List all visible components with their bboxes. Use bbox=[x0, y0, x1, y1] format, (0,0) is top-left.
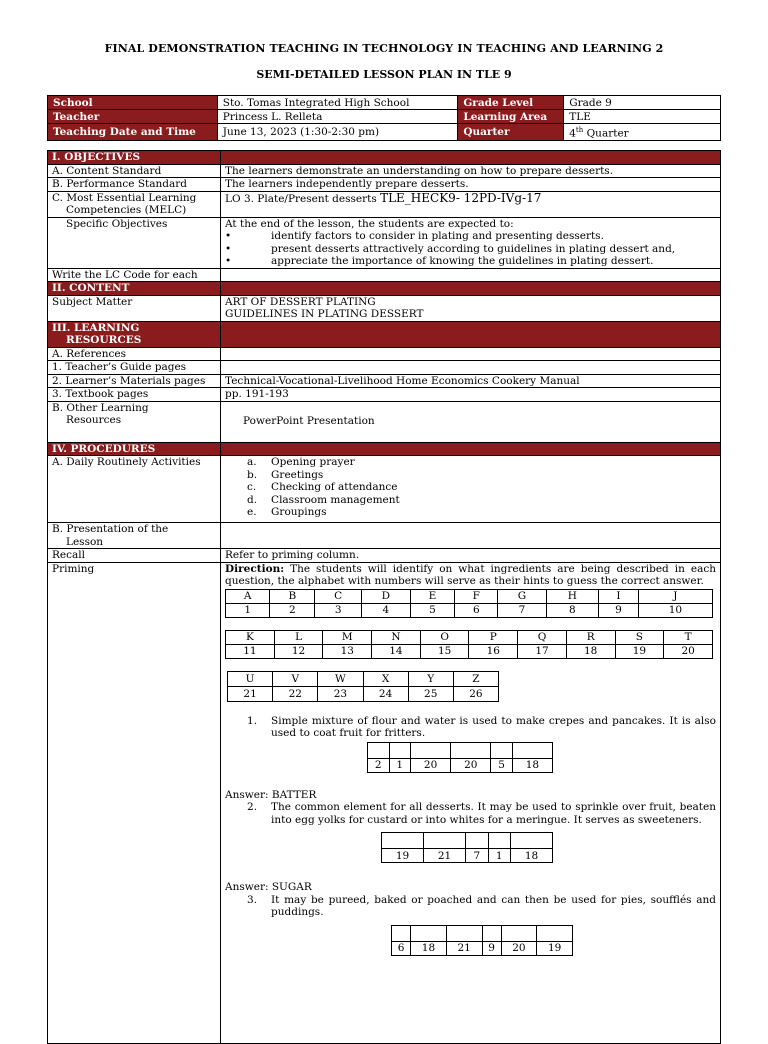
answer-blank-row bbox=[392, 925, 573, 941]
alphabet-letter-cell: P bbox=[469, 630, 518, 644]
answer-blank-cell bbox=[488, 833, 510, 849]
answer-blank-cell bbox=[537, 925, 573, 941]
grade-value: Grade 9 bbox=[564, 96, 721, 110]
bullet-mark: • bbox=[225, 230, 232, 242]
answer-blank-row bbox=[368, 742, 553, 758]
alphabet-number-cell: 16 bbox=[469, 644, 518, 658]
area-label: Learning Area bbox=[458, 110, 564, 124]
alphabet-table bbox=[225, 589, 713, 618]
answer-code-cell: 18 bbox=[512, 758, 552, 772]
alphabet-letter-cell: K bbox=[226, 630, 275, 644]
alphabet-number-cell: 22 bbox=[273, 686, 318, 701]
alphabet-letter-cell: Z bbox=[453, 671, 498, 686]
answer-code-cell: 5 bbox=[491, 758, 512, 772]
answer-blank-cell bbox=[466, 833, 488, 849]
alphabet-number-cell: 7 bbox=[498, 603, 546, 617]
answer-blank-cell bbox=[501, 925, 537, 941]
alphabet-number-cell: 23 bbox=[318, 686, 363, 701]
quarter-number: 4 bbox=[569, 127, 576, 140]
answer-blank-cell bbox=[392, 925, 411, 941]
specific-objectives-label bbox=[48, 217, 221, 268]
quarter-label: Quarter bbox=[458, 124, 564, 141]
alphabet-letter-cell: S bbox=[615, 630, 664, 644]
presentation-label bbox=[48, 523, 221, 549]
textbook-pages: pp. 191-193 bbox=[221, 388, 721, 402]
specific-objective-text: identify factors to consider in plating and presenting desserts. bbox=[271, 230, 604, 242]
subject-line1: ART OF DESSERT PLATING bbox=[225, 295, 376, 308]
other-label-line1: B. Other Learning bbox=[52, 401, 149, 414]
list-item-text: Greetings bbox=[271, 468, 324, 481]
alphabet-letter-cell: R bbox=[566, 630, 615, 644]
alphabet-letter-cell: O bbox=[420, 630, 469, 644]
answer-code-row bbox=[368, 758, 553, 772]
answer-blank-cell bbox=[424, 833, 466, 849]
alphabet-number-cell: 25 bbox=[408, 686, 453, 701]
alphabet-number-cell: 5 bbox=[410, 603, 455, 617]
alphabet-letter-cell: Q bbox=[518, 630, 567, 644]
answer-code-row bbox=[382, 849, 553, 863]
answer-code-cell: 18 bbox=[411, 941, 447, 955]
learners-materials: Technical-Vocational-Livelihood Home Economics Cookery Manual bbox=[221, 374, 721, 388]
question-text: Simple mixture of flour and water is used to make crepes and pancakes. It is also used to coat fruit for fritters. bbox=[271, 714, 716, 739]
alphabet-letter-cell: N bbox=[372, 630, 421, 644]
alphabet-number-cell: 17 bbox=[518, 644, 567, 658]
recall-label: Recall bbox=[48, 549, 221, 563]
alphabet-number-cell: 13 bbox=[323, 644, 372, 658]
answer-code-table bbox=[367, 742, 553, 773]
resources-heading bbox=[48, 321, 221, 347]
list-item-text: Checking of attendance bbox=[271, 481, 398, 493]
presentation-label-line1: B. Presentation of the bbox=[52, 523, 169, 535]
answer-blank-cell bbox=[382, 833, 424, 849]
alphabet-letter-cell: D bbox=[362, 589, 411, 603]
question-2 bbox=[225, 801, 716, 826]
answer-code-cell: 19 bbox=[382, 849, 424, 863]
daily-activities bbox=[221, 456, 721, 523]
list-item bbox=[225, 481, 716, 494]
answer-blank-cell bbox=[411, 925, 447, 941]
alphabet-number-cell: 15 bbox=[420, 644, 469, 658]
date-value: June 13, 2023 (1:30-2:30 pm) bbox=[217, 124, 458, 141]
specific-objective-item bbox=[225, 255, 716, 268]
resources-heading-line2: RESOURCES bbox=[66, 334, 142, 346]
direction bbox=[225, 563, 716, 588]
alphabet-letter-cell: B bbox=[270, 589, 315, 603]
alphabet-number-cell: 3 bbox=[315, 603, 362, 617]
alphabet-letter-cell: L bbox=[274, 630, 323, 644]
answer-blank-cell bbox=[389, 742, 410, 758]
alphabet-table bbox=[227, 671, 499, 702]
list-marker: c. bbox=[247, 481, 257, 493]
answer-blank-cell bbox=[491, 742, 512, 758]
procedures-heading: IV. PROCEDURES bbox=[48, 442, 221, 456]
resources-heading-line1: III. LEARNING bbox=[52, 321, 140, 334]
alphabet-letter-cell: U bbox=[228, 671, 273, 686]
teacher-value: Princess L. Relleta bbox=[217, 110, 458, 124]
list-marker: e. bbox=[247, 506, 257, 518]
answer-blank-cell bbox=[411, 742, 451, 758]
letters-row bbox=[226, 630, 713, 644]
melc bbox=[221, 191, 721, 217]
answer-1: Answer: BATTER bbox=[225, 788, 317, 801]
question-1 bbox=[225, 715, 716, 740]
document-title: FINAL DEMONSTRATION TEACHING IN TECHNOLOGY IN TEACHING AND LEARNING 2 bbox=[104, 42, 664, 55]
alphabet-number-cell: 9 bbox=[599, 603, 639, 617]
alphabet-number-cell: 8 bbox=[546, 603, 598, 617]
school-label: School bbox=[48, 96, 218, 110]
priming bbox=[221, 562, 721, 1043]
grade-label: Grade Level bbox=[458, 96, 564, 110]
references-label: A. References bbox=[48, 347, 221, 361]
answer-code-table bbox=[381, 832, 553, 863]
numbers-row bbox=[228, 686, 499, 701]
content-heading-row bbox=[48, 282, 721, 296]
answer-code-cell: 2 bbox=[368, 758, 389, 772]
alphabet-number-cell: 1 bbox=[226, 603, 270, 617]
subject-matter bbox=[221, 295, 721, 321]
answer-code-cell: 9 bbox=[482, 941, 501, 955]
subject-matter-label: Subject Matter bbox=[48, 295, 221, 321]
list-item bbox=[225, 469, 716, 482]
teacher-label: Teacher bbox=[48, 110, 218, 124]
alphabet-number-cell: 21 bbox=[228, 686, 273, 701]
list-item-text: Classroom management bbox=[271, 493, 400, 506]
specific-objectives bbox=[221, 217, 721, 268]
other-resources: PowerPoint Presentation bbox=[221, 401, 721, 442]
question-number: 3. bbox=[247, 893, 258, 906]
question-text: The common element for all desserts. It may be used to sprinkle over fruit, beaten into egg yolks for custard or into whites for a meringue. It serves as sweeteners. bbox=[271, 801, 716, 826]
alphabet-number-cell: 20 bbox=[664, 644, 713, 658]
answer-blank-cell bbox=[446, 925, 482, 941]
melc-text: LO 3. Plate/Present desserts bbox=[225, 192, 377, 205]
other-resources-label bbox=[48, 401, 221, 442]
subject-line2: GUIDELINES IN PLATING DESSERT bbox=[225, 308, 424, 320]
list-item bbox=[225, 506, 716, 519]
specific-intro: At the end of the lesson, the students are expected to: bbox=[225, 217, 514, 230]
answer-blank-cell bbox=[482, 925, 501, 941]
performance-standard: The learners independently prepare desserts. bbox=[221, 178, 721, 192]
alphabet-letter-cell: G bbox=[498, 589, 546, 603]
numbers-row bbox=[226, 644, 713, 658]
specific-objectives-label-text: Specific Objectives bbox=[66, 217, 168, 230]
lc-code-label: Write the LC Code for each bbox=[48, 268, 221, 282]
document-subtitle: SEMI-DETAILED LESSON PLAN IN TLE 9 bbox=[256, 68, 512, 81]
objectives-heading-row bbox=[48, 151, 721, 165]
other-label-line2: Resources bbox=[66, 414, 122, 426]
alphabet-number-cell: 4 bbox=[362, 603, 411, 617]
alphabet-number-cell: 19 bbox=[615, 644, 664, 658]
bullet-mark: • bbox=[225, 255, 232, 267]
alphabet-number-cell: 14 bbox=[372, 644, 421, 658]
priming-label: Priming bbox=[48, 562, 221, 1043]
content-standard-label: A. Content Standard bbox=[48, 164, 221, 178]
school-value: Sto. Tomas Integrated High School bbox=[217, 96, 458, 110]
alphabet-letter-cell: A bbox=[226, 589, 270, 603]
answer-code-cell: 21 bbox=[424, 849, 466, 863]
list-marker: a. bbox=[247, 456, 257, 468]
bullet-mark: • bbox=[225, 242, 232, 255]
content-standard: The learners demonstrate an understanding on how to prepare desserts. bbox=[221, 164, 721, 178]
answer-blank-cell bbox=[451, 742, 491, 758]
answer-blank-cell bbox=[368, 742, 389, 758]
answer-code-cell: 19 bbox=[537, 941, 573, 955]
answer-code-table bbox=[391, 925, 573, 956]
daily-activities-label: A. Daily Routinely Activities bbox=[48, 456, 221, 523]
alphabet-letter-cell: E bbox=[410, 589, 455, 603]
melc-label bbox=[48, 191, 221, 217]
content-heading: II. CONTENT bbox=[48, 282, 221, 296]
question-3 bbox=[225, 894, 716, 919]
letters-row bbox=[226, 589, 713, 603]
alphabet-letter-cell: M bbox=[323, 630, 372, 644]
list-marker: b. bbox=[247, 468, 258, 481]
question-number: 1. bbox=[247, 714, 258, 727]
answer-code-cell: 20 bbox=[451, 758, 491, 772]
answer-code-cell: 20 bbox=[501, 941, 537, 955]
list-item-text: Groupings bbox=[271, 506, 327, 518]
melc-label-line2: Competencies (MELC) bbox=[66, 204, 187, 216]
alphabet-letter-cell: J bbox=[638, 589, 712, 603]
quarter-suffix: th bbox=[575, 126, 584, 134]
alphabet-number-cell: 6 bbox=[455, 603, 498, 617]
answer-code-cell: 7 bbox=[466, 849, 488, 863]
alphabet-letter-cell: X bbox=[363, 671, 408, 686]
alphabet-letter-cell: C bbox=[315, 589, 362, 603]
textbook-pages-label: 3. Textbook pages bbox=[48, 388, 221, 402]
alphabet-number-cell: 2 bbox=[270, 603, 315, 617]
melc-label-line1: C. Most Essential Learning bbox=[52, 191, 197, 204]
quarter-text: Quarter bbox=[583, 127, 629, 140]
presentation-label-line2: Lesson bbox=[66, 535, 104, 548]
answer-code-cell: 21 bbox=[446, 941, 482, 955]
alphabet-letter-cell: I bbox=[599, 589, 639, 603]
answer-code-cell: 20 bbox=[411, 758, 451, 772]
objectives-heading: I. OBJECTIVES bbox=[48, 151, 221, 165]
alphabet-table bbox=[225, 630, 713, 659]
alphabet-letter-cell: F bbox=[455, 589, 498, 603]
answer-blank-cell bbox=[511, 833, 553, 849]
list-item bbox=[225, 456, 716, 469]
answer-code-row bbox=[392, 941, 573, 955]
learners-materials-label: 2. Learner’s Materials pages bbox=[48, 374, 221, 388]
direction-text: The students will identify on what ingredients are being described in each question, the alphabet with numbers will serve as their hints to guess the correct answer. bbox=[225, 562, 716, 587]
specific-objective-item bbox=[225, 243, 716, 256]
melc-code: TLE_HECK9- 12PD-IVg-17 bbox=[380, 190, 542, 205]
info-table bbox=[47, 95, 721, 141]
list-item-text: Opening prayer bbox=[271, 456, 355, 468]
resources-heading-row bbox=[48, 321, 721, 347]
direction-label: Direction: bbox=[225, 562, 285, 575]
specific-objective-text: appreciate the importance of knowing the guidelines in plating dessert. bbox=[271, 255, 654, 267]
alphabet-number-cell: 10 bbox=[638, 603, 712, 617]
performance-standard-label: B. Performance Standard bbox=[48, 178, 221, 192]
answer-2: Answer: SUGAR bbox=[225, 881, 312, 893]
answer-code-cell: 6 bbox=[392, 941, 411, 955]
alphabet-number-cell: 24 bbox=[363, 686, 408, 701]
procedures-heading-row bbox=[48, 442, 721, 456]
quarter-value bbox=[564, 124, 721, 141]
alphabet-letter-cell: W bbox=[318, 671, 363, 686]
area-value: TLE bbox=[564, 110, 721, 124]
list-marker: d. bbox=[247, 493, 258, 506]
letters-row bbox=[228, 671, 499, 686]
alphabet-number-cell: 18 bbox=[566, 644, 615, 658]
list-item bbox=[225, 494, 716, 507]
alphabet-letter-cell: T bbox=[664, 630, 713, 644]
answer-code-cell: 18 bbox=[511, 849, 553, 863]
specific-objective-text: present desserts attractively according to guidelines in plating dessert and, bbox=[271, 242, 676, 255]
date-label: Teaching Date and Time bbox=[48, 124, 218, 141]
numbers-row bbox=[226, 603, 713, 617]
question-text: It may be pureed, baked or poached and can then be used for pies, soufflés and puddings. bbox=[271, 893, 716, 918]
specific-objective-item bbox=[225, 230, 716, 243]
alphabet-number-cell: 26 bbox=[453, 686, 498, 701]
recall: Refer to priming column. bbox=[221, 549, 721, 563]
answer-code-cell: 1 bbox=[488, 849, 510, 863]
alphabet-letter-cell: V bbox=[273, 671, 318, 686]
lesson-plan-table bbox=[47, 150, 721, 1044]
alphabet-number-cell: 12 bbox=[274, 644, 323, 658]
answer-blank-cell bbox=[512, 742, 552, 758]
alphabet-letter-cell: H bbox=[546, 589, 598, 603]
teachers-guide-label: 1. Teacher’s Guide pages bbox=[48, 361, 221, 375]
alphabet-number-cell: 11 bbox=[226, 644, 275, 658]
answer-blank-row bbox=[382, 833, 553, 849]
question-number: 2. bbox=[247, 801, 258, 813]
alphabet-letter-cell: Y bbox=[408, 671, 453, 686]
answer-code-cell: 1 bbox=[389, 758, 410, 772]
